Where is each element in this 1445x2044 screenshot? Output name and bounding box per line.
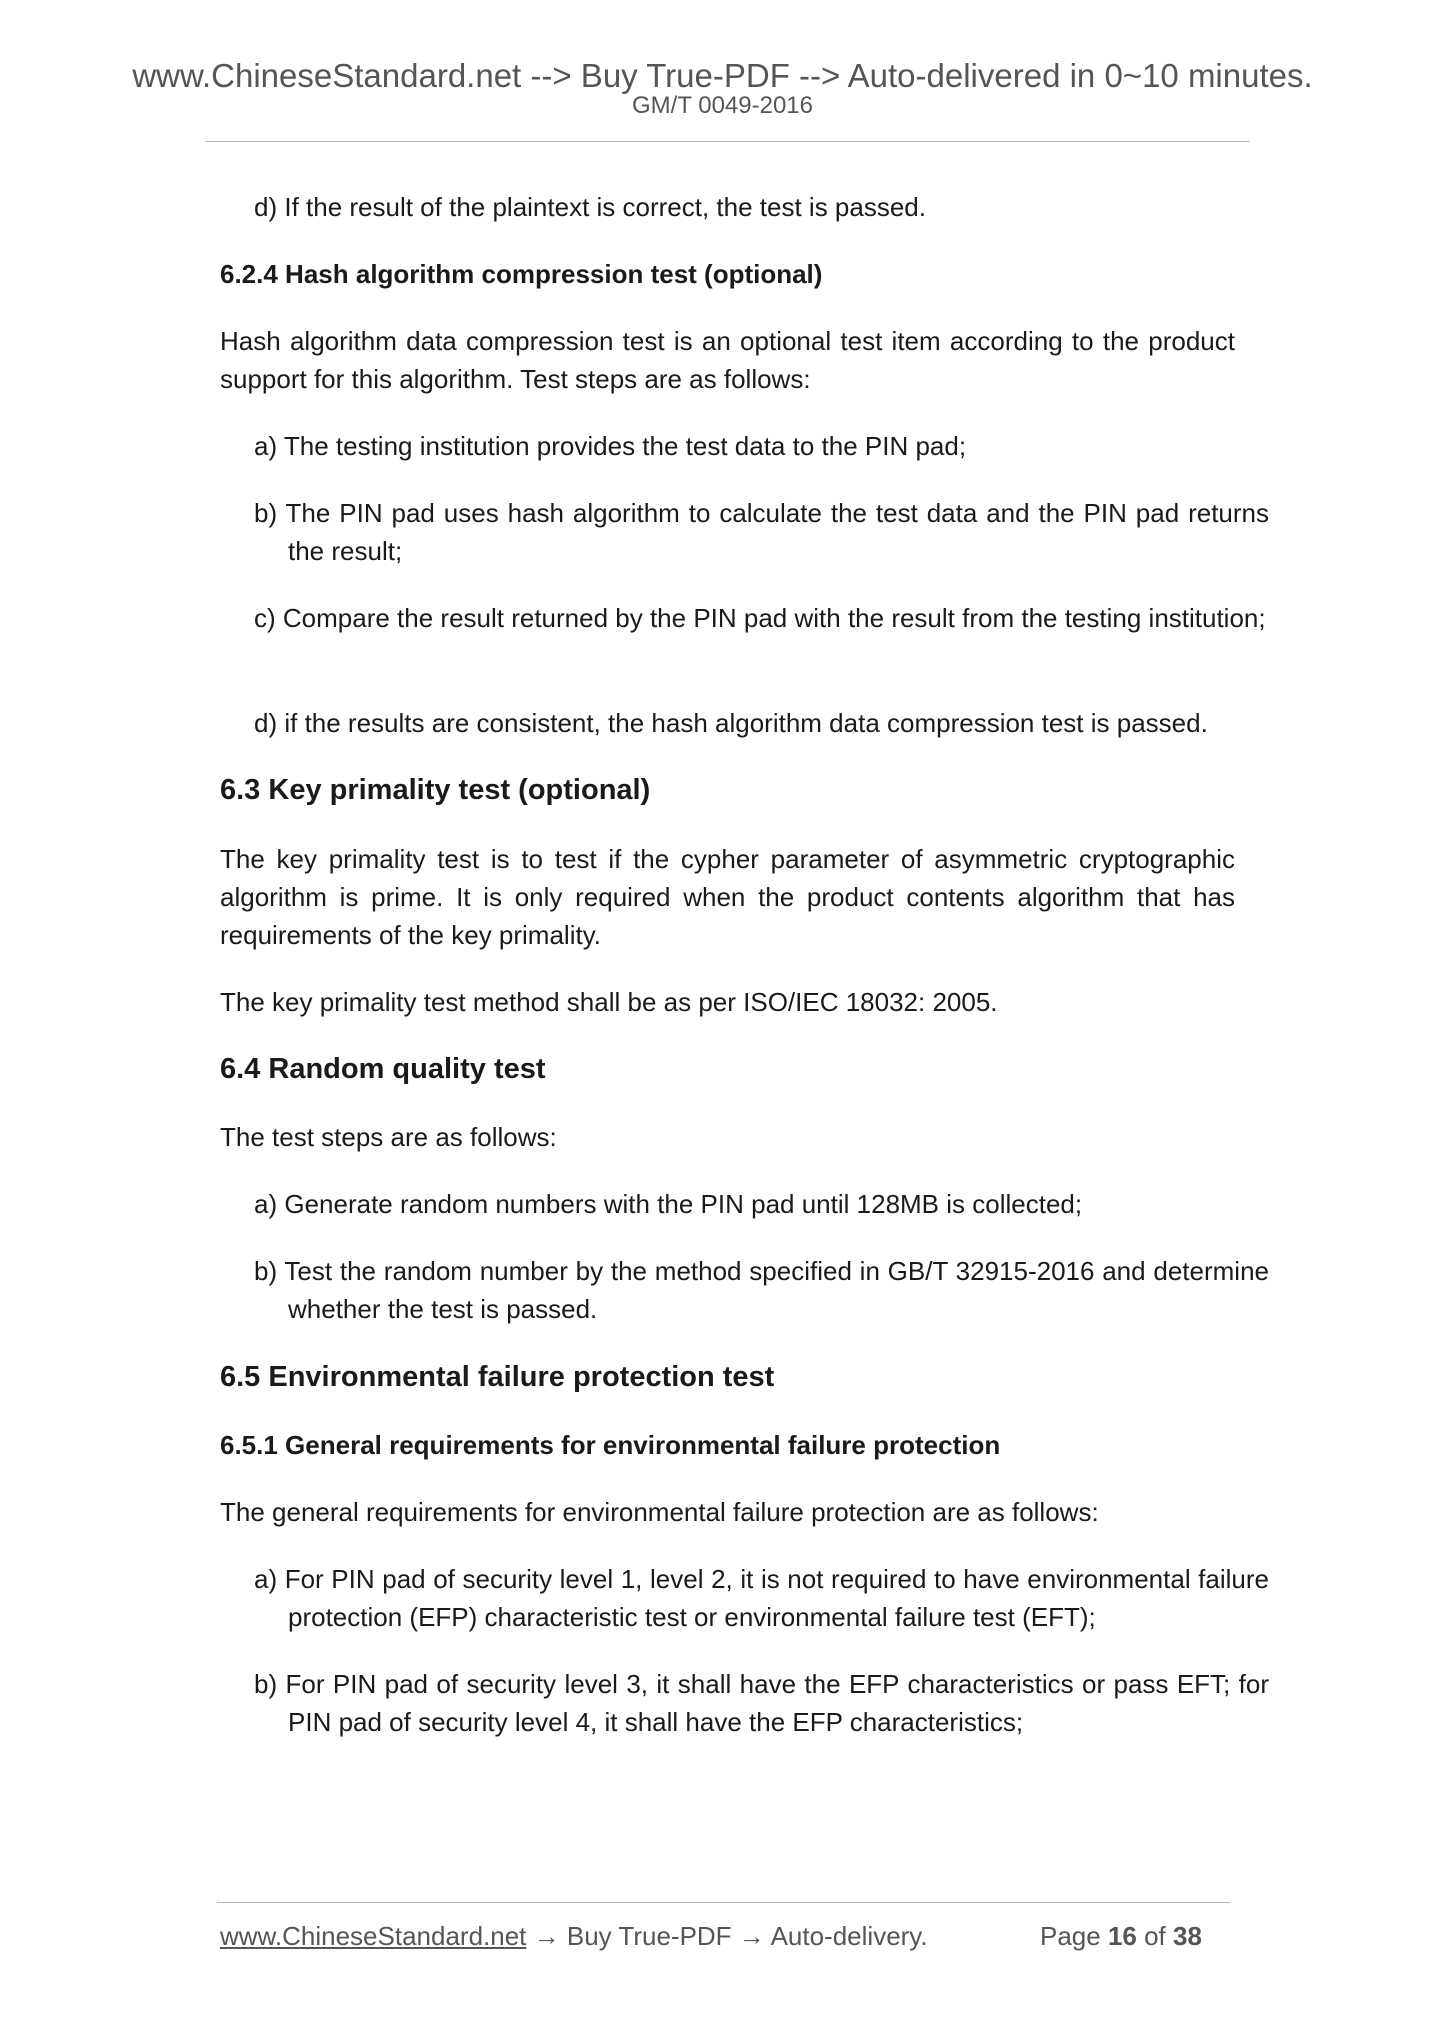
env-step-a: a) For PIN pad of security level 1, level 2, it is not required to have environmental failure protection (EFP) characteristic test or environmental failure test (EFT);	[254, 1564, 1269, 1632]
env-step-b: b) For PIN pad of security level 3, it shall have the EFP characteristics or pass EFT; for PIN pad of security level 4, it shall have the EFP characteristics;	[254, 1669, 1269, 1737]
hash-intro-paragraph: Hash algorithm data compression test is an optional test item according to the product support for this algorithm. Test steps are as follows:	[220, 326, 1235, 394]
heading-6-5: 6.5 Environmental failure protection test	[220, 1361, 775, 1393]
top-banner: www.ChineseStandard.net --> Buy True-PDF --> Auto-delivered in 0~10 minutes.	[132, 57, 1313, 94]
env-intro-paragraph: The general requirements for environmental failure protection are as follows:	[220, 1497, 1099, 1527]
heading-6-5-1: 6.5.1 General requirements for environmental failure protection	[220, 1430, 1001, 1460]
heading-6-2-4: 6.2.4 Hash algorithm compression test (optional)	[220, 259, 823, 289]
page-label: Page	[1040, 1921, 1108, 1951]
total-page-number: 38	[1173, 1921, 1202, 1951]
footer-site-link[interactable]: www.ChineseStandard.net	[220, 1921, 527, 1951]
random-step-b: b) Test the random number by the method specified in GB/T 32915-2016 and determine whether the test is passed.	[254, 1256, 1269, 1324]
footer-divider	[217, 1902, 1230, 1903]
key-primality-method-paragraph: The key primality test method shall be as per ISO/IEC 18032: 2005.	[220, 987, 998, 1017]
hash-step-c: c) Compare the result returned by the PIN pad with the result from the testing institution;	[254, 603, 1266, 633]
random-step-a: a) Generate random numbers with the PIN pad until 128MB is collected;	[254, 1189, 1083, 1219]
hash-step-b: b) The PIN pad uses hash algorithm to calculate the test data and the PIN pad returns the result;	[254, 498, 1269, 566]
key-primality-paragraph: The key primality test is to test if the cypher parameter of asymmetric cryptographic algorithm is prime. It is only required when the product contents algorithm that has requirements of the key primality.	[220, 844, 1235, 950]
of-label: of	[1136, 1921, 1174, 1951]
footer-promo	[220, 1921, 928, 1952]
heading-6-3: 6.3 Key primality test (optional)	[220, 774, 651, 806]
document-code: GM/T 0049-2016	[632, 92, 813, 119]
page-number	[1040, 1921, 1202, 1952]
current-page-number: 16	[1107, 1921, 1137, 1951]
hash-step-d: d) if the results are consistent, the hash algorithm data compression test is passed.	[254, 708, 1208, 738]
hash-step-a: a) The testing institution provides the test data to the PIN pad;	[254, 431, 967, 461]
plaintext-result-item: d) If the result of the plaintext is correct, the test is passed.	[254, 192, 926, 222]
random-intro-paragraph: The test steps are as follows:	[220, 1122, 557, 1152]
heading-6-4: 6.4 Random quality test	[220, 1053, 546, 1085]
footer-promo-text: → Buy True-PDF → Auto-delivery.	[526, 1921, 928, 1951]
